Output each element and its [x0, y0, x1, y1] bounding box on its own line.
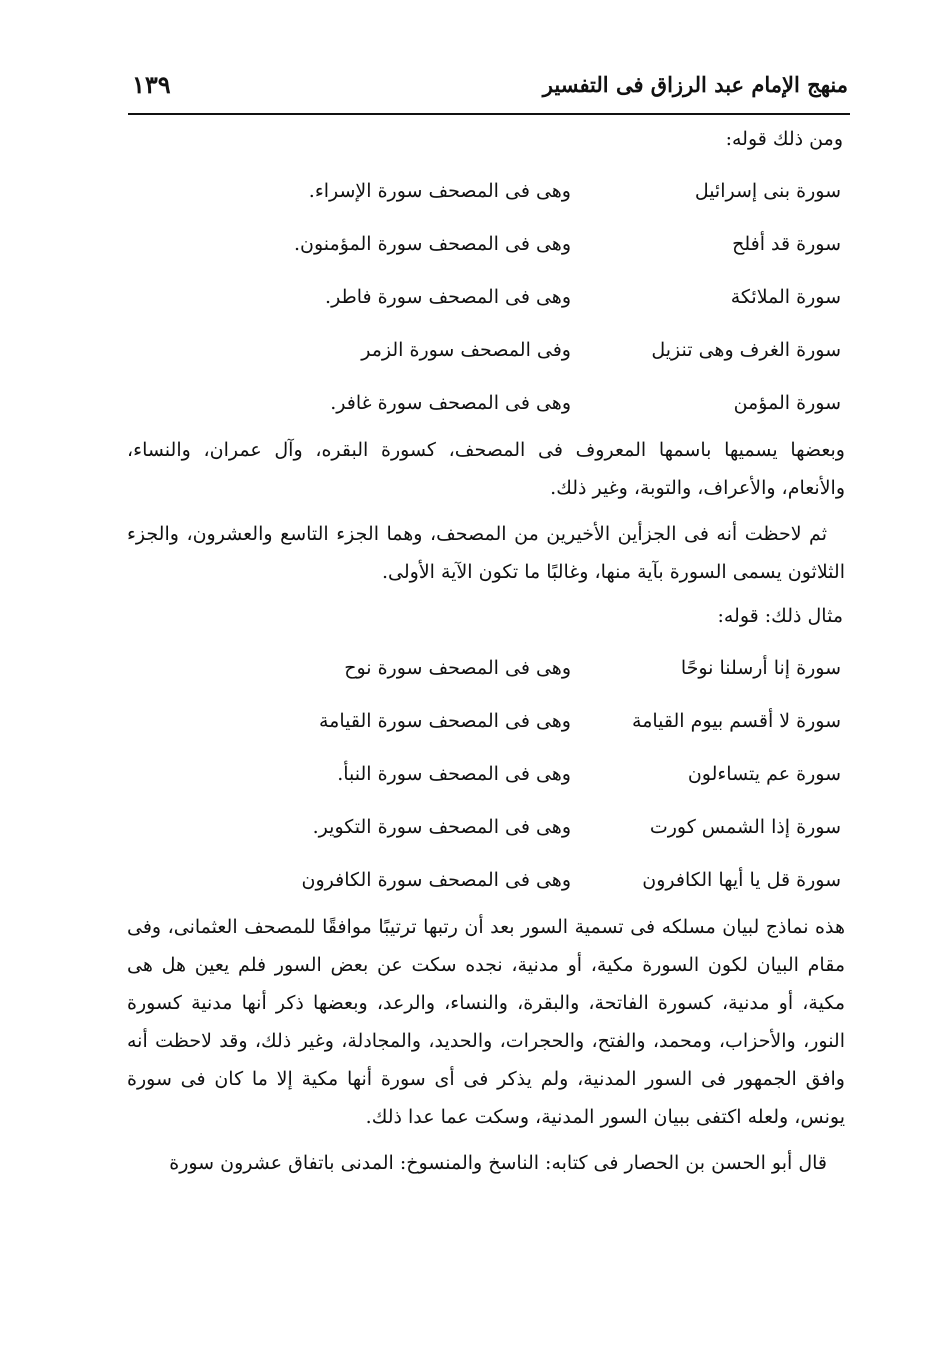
header-rule	[128, 113, 850, 115]
mushaf-surah-name: وهى فى المصحف سورة غافر.	[330, 391, 571, 414]
surah-row	[127, 853, 845, 906]
old-surah-name: سورة بنى إسرائيل	[694, 179, 841, 202]
section2-intro: مثال ذلك: قوله:	[717, 605, 843, 627]
mushaf-surah-name: وهى فى المصحف سورة النبأ.	[337, 762, 571, 785]
mushaf-surah-name: وهى فى المصحف سورة القيامة	[318, 709, 571, 732]
surah-row	[127, 270, 845, 323]
paragraph-named-surahs: وبعضها يسميها باسمها المعروف فى المصحف، كسورة البقره، وآل عمران، والنساء، والأنعام، والأعراف، والتوبة، وغير ذلك.	[127, 439, 845, 499]
page-number: ١٣٩	[132, 70, 171, 99]
old-surah-name: سورة قد أفلح	[732, 232, 841, 255]
old-surah-name: سورة إذا الشمس كورت	[649, 815, 841, 838]
surah-row	[127, 164, 845, 217]
surah-row	[127, 694, 845, 747]
mushaf-surah-name: وهى فى المصحف سورة نوح	[344, 656, 571, 679]
surah-row	[127, 641, 845, 694]
old-surah-name: سورة الغرف وهى تنزيل	[651, 338, 841, 361]
mushaf-surah-name: وهى فى المصحف سورة التكوير.	[312, 815, 571, 838]
surah-row	[127, 800, 845, 853]
paragraph-ibn-al-hassar: قال أبو الحسن بن الحصار فى كتابه: الناسخ والمنسوخ: المدنى باتفاق عشرون سورة	[169, 1152, 827, 1174]
page-body	[127, 122, 845, 1190]
old-surah-name: سورة إنا أرسلنا نوحًا	[680, 656, 841, 679]
surah-row	[127, 747, 845, 800]
running-title: منهج الإمام عبد الرزاق فى التفسير	[542, 72, 848, 97]
mushaf-surah-name: وهى فى المصحف سورة فاطر.	[325, 285, 571, 308]
page-header	[128, 68, 848, 108]
paragraph-makki-madani: هذه نماذج لبيان مسلكه فى تسمية السور بعد أن رتبها ترتيبًا موافقًا للمصحف العثمانى، وفى مقام البيان لكون السورة مكية، أو مدنية، نجده سكت عن بعض السور فلم يعين هل هى مكية، أو مدنية، كسورة الفاتحة، والبقرة، والنساء، والرعد، وبعضها ذكر أنها مدنية كسورة النور، والأحزاب، ومحمد، والفتح، والحجرات، والحديد، والمجادلة، وغير ذلك، وقد لاحظت أنه وافق الجمهور فى السور المدنية، ولم يذكر فى أى سورة أنها مكية إلا ما كان فى سورة يونس، ولعله اكتفى ببيان السور المدنية، وسكت عما عدا ذلك.	[127, 916, 845, 1128]
surah-list-1	[127, 164, 845, 429]
mushaf-surah-name: وهى فى المصحف سورة الكافرون	[301, 868, 571, 891]
mushaf-surah-name: وهى فى المصحف سورة المؤمنون.	[293, 232, 571, 255]
surah-row	[127, 323, 845, 376]
old-surah-name: سورة المؤمن	[733, 391, 841, 414]
old-surah-name: سورة عم يتساءلون	[687, 762, 841, 785]
old-surah-name: سورة قل يا أيها الكافرون	[642, 868, 841, 891]
mushaf-surah-name: وفى المصحف سورة الزمر	[361, 338, 571, 361]
surah-row	[127, 217, 845, 270]
mushaf-surah-name: وهى فى المصحف سورة الإسراء.	[308, 179, 571, 202]
old-surah-name: سورة الملائكة	[730, 285, 841, 308]
surah-row	[127, 376, 845, 429]
section1-intro: ومن ذلك قوله:	[725, 128, 843, 150]
paragraph-last-juz: ثم لاحظت أنه فى الجزأين الأخيرين من المصحف، وهما الجزء التاسع والعشرون، والجزء الثلاثون يسمى السورة بآية منها، وغالبًا ما تكون الآية الأولى.	[127, 523, 845, 583]
old-surah-name: سورة لا أقسم بيوم القيامة	[632, 709, 841, 732]
surah-list-2	[127, 641, 845, 906]
